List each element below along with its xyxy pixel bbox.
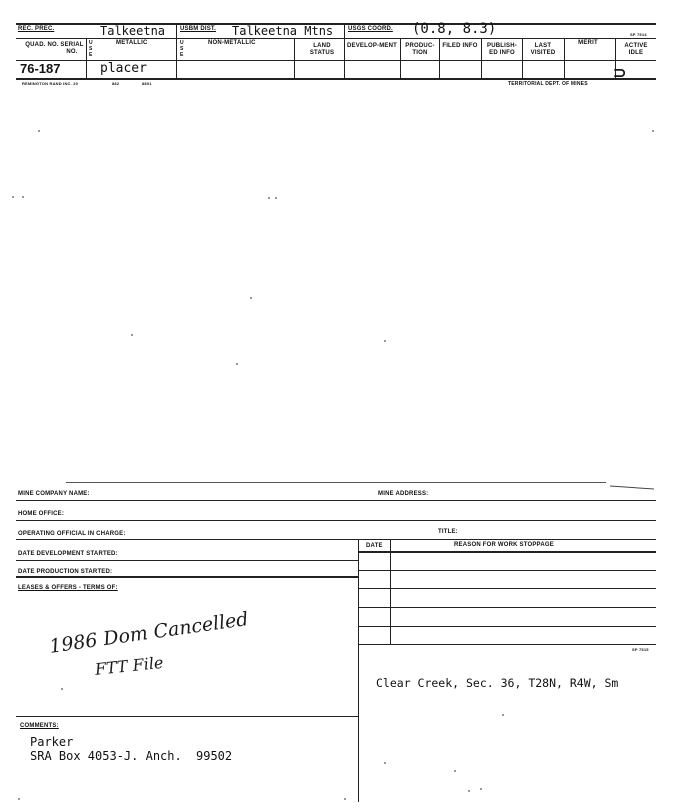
stoppage-header-rule bbox=[358, 551, 656, 553]
reason-column-label: REASON FOR WORK STOPPAGE bbox=[454, 542, 554, 548]
use-nonmetallic-label: U S E bbox=[180, 40, 184, 58]
stoppage-row-4 bbox=[358, 626, 656, 627]
rule-official bbox=[16, 539, 656, 540]
speck bbox=[22, 196, 24, 198]
printer-label: REMINGTON RAND INC. 20 bbox=[22, 81, 79, 86]
leases-label: LEASES & OFFERS - TERMS OF: bbox=[18, 585, 118, 591]
last-visited-label: LAST VISITED bbox=[530, 43, 556, 56]
rec-prec-value: Talkeetna bbox=[100, 24, 166, 38]
speck bbox=[61, 688, 63, 690]
rule-comments bbox=[16, 716, 358, 717]
speck bbox=[236, 363, 238, 365]
speck bbox=[502, 714, 504, 716]
printer-code-1: 882 bbox=[112, 81, 120, 86]
speck bbox=[454, 770, 456, 772]
speck bbox=[250, 297, 252, 299]
speck bbox=[268, 197, 270, 199]
active-idle-mark: ⊃ bbox=[613, 65, 627, 82]
merit-label: MERIT bbox=[578, 40, 598, 46]
header-row-divider bbox=[16, 38, 656, 39]
operating-official-label: OPERATING OFFICIAL IN CHARGE: bbox=[18, 531, 126, 537]
comments-line-1: Parker bbox=[30, 735, 74, 749]
divider-merit bbox=[564, 38, 565, 78]
home-office-label: HOME OFFICE: bbox=[18, 511, 65, 517]
record-bottom-border bbox=[16, 78, 656, 80]
form-number: SP 7514 bbox=[630, 32, 647, 37]
top-rule bbox=[66, 482, 606, 483]
speck bbox=[384, 762, 386, 764]
comments-line-2: SRA Box 4053-J. Anch. bbox=[30, 749, 182, 763]
divider-land bbox=[294, 38, 295, 78]
speck bbox=[652, 130, 654, 132]
usbm-dist-value: Talkeetna Mtns bbox=[232, 24, 334, 38]
production-label: PRODUC-TION bbox=[405, 43, 435, 56]
speck bbox=[18, 798, 20, 800]
mine-address-label: MINE ADDRESS: bbox=[378, 491, 429, 497]
stoppage-left-border bbox=[358, 540, 359, 802]
serial-no-label: SERIAL NO. bbox=[60, 42, 84, 55]
comments-zip: 99502 bbox=[196, 749, 233, 763]
speck bbox=[12, 196, 14, 198]
rule-dev-started bbox=[16, 560, 358, 561]
rule-prod-started bbox=[16, 576, 358, 578]
divider-after-usbm bbox=[344, 23, 345, 78]
non-metallic-label: NON-METALLIC bbox=[208, 40, 256, 46]
form-number-2: SP 7515 bbox=[632, 647, 649, 652]
metallic-label: METALLIC bbox=[116, 40, 148, 46]
stoppage-row-3 bbox=[358, 607, 656, 608]
speck bbox=[38, 130, 40, 132]
stoppage-row-1 bbox=[358, 570, 656, 571]
location-text: Clear Creek, Sec. 36, T28N, R4W, Sm bbox=[376, 676, 619, 690]
mine-company-label: MINE COMPANY NAME: bbox=[18, 491, 90, 497]
active-idle-label: ACTIVE IDLE bbox=[624, 43, 648, 56]
divider-after-rec bbox=[176, 23, 177, 78]
handwritten-note-line-2: FTT File bbox=[94, 652, 165, 679]
published-info-label: PUBLISH-ED INFO bbox=[487, 43, 517, 56]
divider-filed bbox=[439, 38, 440, 78]
use-metallic-label: U S E bbox=[89, 40, 93, 58]
date-dev-started-label: DATE DEVELOPMENT STARTED: bbox=[18, 551, 118, 557]
usbm-dist-label: USBM DIST. bbox=[180, 26, 217, 32]
handwritten-note-line-1: 1986 Dom Cancelled bbox=[48, 608, 250, 658]
speck bbox=[468, 790, 470, 792]
stoppage-row-2 bbox=[358, 588, 656, 589]
quad-no-label: QUAD. NO. bbox=[25, 42, 59, 48]
printer-code-2: 8801 bbox=[142, 81, 152, 86]
stoppage-row-5 bbox=[358, 644, 656, 645]
development-label: DEVELOP-MENT bbox=[346, 43, 398, 49]
rule-company bbox=[16, 500, 656, 501]
rule-home-office bbox=[16, 520, 656, 521]
divider-last bbox=[522, 38, 523, 78]
divider-pub bbox=[481, 38, 482, 78]
speck bbox=[275, 197, 277, 199]
usgs-coord-value: (0.8, 8.3) bbox=[412, 21, 497, 37]
speck bbox=[131, 334, 133, 336]
divider-serial bbox=[86, 38, 87, 78]
top-rule-right bbox=[610, 485, 654, 489]
comments-label: COMMENTS: bbox=[20, 723, 59, 729]
date-column-label: DATE bbox=[366, 543, 383, 549]
rec-prec-label: REC. PREC. bbox=[18, 26, 55, 32]
filed-info-label: FILED INFO bbox=[442, 43, 478, 49]
title-label: TITLE: bbox=[438, 529, 458, 535]
metallic-value: placer bbox=[100, 61, 147, 76]
speck bbox=[480, 788, 482, 790]
usgs-coord-label: USGS COORD. bbox=[348, 26, 393, 32]
divider-prod bbox=[400, 38, 401, 78]
stoppage-date-divider bbox=[390, 540, 391, 644]
speck bbox=[384, 340, 386, 342]
speck bbox=[344, 798, 346, 800]
quad-serial-value: 76-187 bbox=[20, 61, 61, 76]
department-label: TERRITORIAL DEPT. OF MINES bbox=[508, 81, 588, 87]
land-status-label: LAND STATUS bbox=[309, 43, 335, 56]
date-prod-started-label: DATE PRODUCTION STARTED: bbox=[18, 569, 113, 575]
